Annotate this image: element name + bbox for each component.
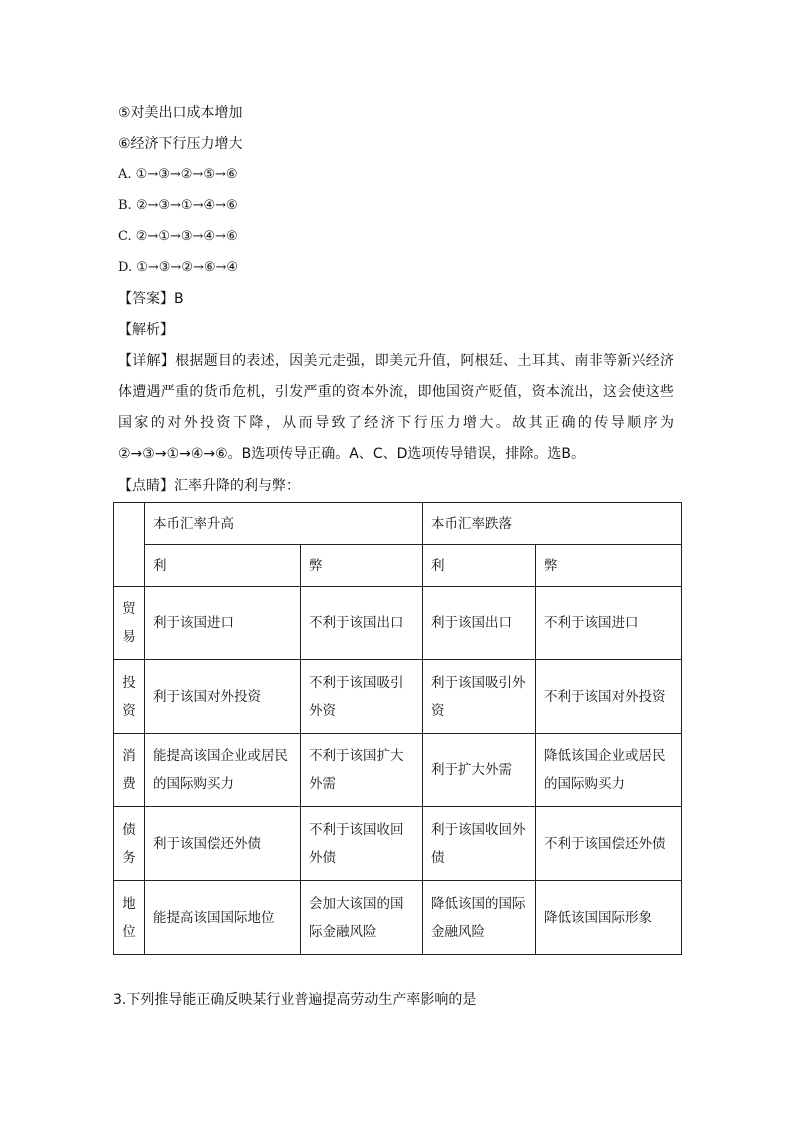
table-cell: 能提高该国国际地位 (145, 881, 301, 955)
sub-header-cell: 利 (423, 545, 536, 587)
group-header-appreciation: 本币汇率升高 (145, 503, 423, 545)
table-row (114, 734, 682, 807)
table-group-header-row (114, 503, 682, 545)
table-cell: 会加大该国的国际金融风险 (301, 881, 423, 955)
next-question: 3.下列推导能正确反映某行业普遍提高劳动生产率影响的是 (113, 992, 477, 1008)
exchange-rate-table (113, 502, 682, 955)
table-cell: 不利于该国吸引外资 (301, 660, 423, 734)
choice-a (118, 165, 238, 185)
table-cell: 利于该国偿还外债 (145, 807, 301, 881)
choice-letter: B. (118, 198, 132, 213)
sub-header-cell: 弊 (536, 545, 682, 587)
row-label: 消费 (114, 734, 145, 807)
table-cell: 不利于该国扩大外需 (301, 734, 423, 807)
table-cell: 降低该国的国际金融风险 (423, 881, 536, 955)
choice-c (118, 227, 238, 247)
group-header-depreciation: 本币汇率跌落 (423, 503, 682, 545)
choice-b (118, 196, 238, 216)
choice-letter: D. (118, 260, 133, 275)
choice-text: ①→③→②→⑥→④ (136, 260, 239, 275)
row-label: 贸易 (114, 587, 145, 660)
table-cell: 利于该国进口 (145, 587, 301, 660)
highlight-line (118, 476, 300, 496)
table-row (114, 660, 682, 734)
table-cell: 利于该国对外投资 (145, 660, 301, 734)
answer-value: B (174, 291, 184, 307)
choice-text: ①→③→②→⑤→⑥ (135, 167, 238, 182)
table-row (114, 807, 682, 881)
choice-text: ②→①→③→④→⑥ (135, 229, 238, 244)
table-cell: 降低该国国际形象 (536, 881, 682, 955)
answer-line (118, 289, 184, 309)
table-cell: 能提高该国企业或居民的国际购买力 (145, 734, 301, 807)
analysis-title: 【解析】 (118, 322, 174, 338)
detail-tag: 【详解】 (118, 353, 176, 369)
table-cell: 不利于该国进口 (536, 587, 682, 660)
table-cell: 利于该国收回外债 (423, 807, 536, 881)
table-cell: 利于该国出口 (423, 587, 536, 660)
choice-d (118, 258, 238, 278)
table-cell: 不利于该国对外投资 (536, 660, 682, 734)
option-6: ⑥经济下行压力增大 (118, 136, 243, 152)
table-cell: 降低该国企业或居民的国际购买力 (536, 734, 682, 807)
table-cell: 不利于该国偿还外债 (536, 807, 682, 881)
table-cell: 利于扩大外需 (423, 734, 536, 807)
choice-letter: C. (118, 229, 132, 244)
row-label: 投资 (114, 660, 145, 734)
choice-letter: A. (118, 167, 132, 182)
sub-header-cell: 利 (145, 545, 301, 587)
table-cell: 不利于该国收回外债 (301, 807, 423, 881)
option-5: ⑤对美出口成本增加 (118, 105, 243, 121)
highlight-text: 汇率升降的利与弊： (174, 478, 300, 494)
answer-tag: 【答案】 (118, 291, 174, 307)
table-row (114, 587, 682, 660)
row-label: 地位 (114, 881, 145, 955)
table-corner-cell (114, 503, 145, 587)
detail-text: 根据题目的表述，因美元走强，即美元升值，阿根廷、土耳其、南非等新兴经济体遭遇严重的货币危机，引发严重的资本外流，即他国资产贬值，资本流出，这会使这些国家的对外投资下降，从而导致了经济下行压力增大。故其正确的传导顺序为②→③→①→④→⑥。B选项传导正确。A、C、D选项传导错误，排除。选B。 (118, 353, 675, 462)
row-label: 债务 (114, 807, 145, 881)
choice-text: ②→③→①→④→⑥ (135, 198, 238, 213)
table-row (114, 881, 682, 955)
table-cell: 利于该国吸引外资 (423, 660, 536, 734)
table-sub-header-row (114, 545, 682, 587)
highlight-tag: 【点睛】 (118, 478, 174, 494)
sub-header-cell: 弊 (301, 545, 423, 587)
table-cell: 不利于该国出口 (301, 587, 423, 660)
detail-paragraph (118, 346, 674, 470)
